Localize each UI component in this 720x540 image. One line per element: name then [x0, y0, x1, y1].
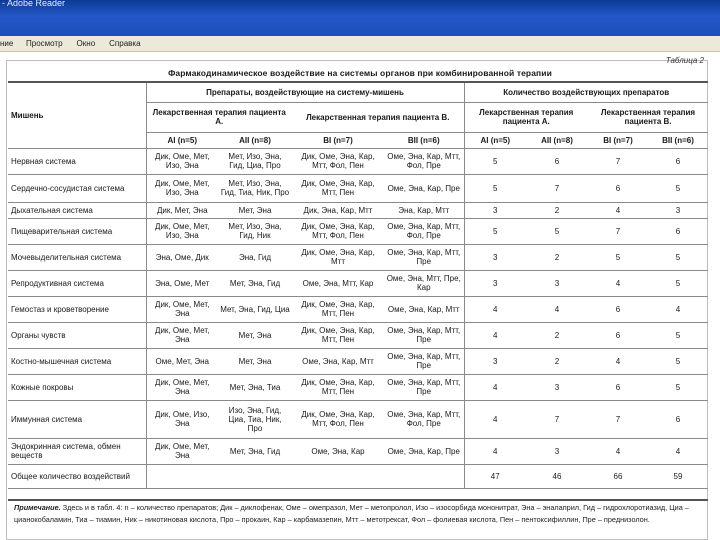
cell-count-bi: 6: [588, 296, 648, 322]
cell-drugs-bii: Оме, Эна, Кар, Мтт: [384, 296, 464, 322]
data-table: [8, 81, 708, 489]
table-total-row: [8, 464, 708, 488]
cell-drugs-ai: Дик, Оме, Мет, Эна: [146, 322, 218, 348]
cell-drugs-ai: Эна, Оме, Дик: [146, 244, 218, 270]
cell-count-bi: 5: [588, 244, 648, 270]
header-count-group: Количество воздействующих препаратов: [464, 82, 708, 102]
cell-count-bi: 6: [588, 322, 648, 348]
row-target: Органы чувств: [8, 322, 146, 348]
cell-count-ai: 3: [464, 244, 526, 270]
header-count-a: Лекарственная терапия пациента А.: [464, 102, 588, 132]
cell-drugs-bi: Дик, Оме, Эна, Кар, Мтт, Фол, Пен: [292, 218, 384, 244]
table-row: [8, 374, 708, 400]
cell-drugs-ai: Дик, Оме, Мет, Эна: [146, 438, 218, 464]
col-header: AII (n=8): [218, 132, 292, 148]
table-note: [14, 502, 704, 525]
header-therapy-b: Лекарственная терапия пациента В.: [292, 102, 464, 132]
cell-drugs-ai: Дик, Мет, Эна: [146, 202, 218, 218]
row-target: Мочевыделительная система: [8, 244, 146, 270]
cell-count-aii: 7: [526, 400, 588, 438]
cell-count-ai: 5: [464, 218, 526, 244]
cell-drugs-aii: Мет, Изо, Эна, Гид, Тиа, Ник, Про: [218, 174, 292, 202]
table-row: [8, 438, 708, 464]
table-row: [8, 174, 708, 202]
cell-drugs-bii: Оме, Эна, Кар, Мтт, Пре: [384, 374, 464, 400]
cell-count-bi: 7: [588, 218, 648, 244]
cell-count-aii: 2: [526, 322, 588, 348]
cell-count-bi: 7: [588, 148, 648, 174]
total-count: 66: [588, 464, 648, 488]
note-divider: [8, 499, 708, 501]
row-target: Дыхательная система: [8, 202, 146, 218]
cell-count-ai: 3: [464, 202, 526, 218]
total-count: 47: [464, 464, 526, 488]
cell-drugs-ai: Дик, Оме, Мет, Изо, Эна: [146, 174, 218, 202]
cell-drugs-aii: Мет, Эна: [218, 202, 292, 218]
cell-count-bii: 5: [648, 174, 708, 202]
cell-count-aii: 6: [526, 148, 588, 174]
window-title: - Adobe Reader: [2, 0, 66, 8]
cell-drugs-bii: Оме, Эна, Кар, Пре: [384, 174, 464, 202]
cell-count-bi: 4: [588, 202, 648, 218]
row-target: Репродуктивная система: [8, 270, 146, 296]
cell-count-bi: 6: [588, 174, 648, 202]
cell-count-aii: 2: [526, 348, 588, 374]
cell-drugs-bi: Оме, Эна, Кар, Мтт: [292, 348, 384, 374]
cell-count-bii: 5: [648, 244, 708, 270]
table-row: [8, 348, 708, 374]
cell-drugs-aii: Мет, Эна, Тиа: [218, 374, 292, 400]
cell-drugs-ai: Дик, Оме, Мет, Изо, Эна: [146, 218, 218, 244]
cell-drugs-bii: Оме, Эна, Кар, Мтт, Пре: [384, 244, 464, 270]
cell-count-bi: 4: [588, 270, 648, 296]
cell-drugs-aii: Мет, Эна, Гид, Циа: [218, 296, 292, 322]
table-row: [8, 244, 708, 270]
cell-drugs-bii: Оме, Эна, Кар, Мтт, Фол, Пре: [384, 148, 464, 174]
cell-count-ai: 4: [464, 374, 526, 400]
note-text: Здесь и в табл. 4: n – количество препаратов; Дик – диклофенак, Оме – омепразол, Мет – метопролол, Изо – изосорбида мононитрат, Эна – эналаприл, Гид – гидрохлоротиазид, Циа – цианокобаламин, Тиа – тиамин, Ник – никотиновая кислота, Про – прокаин, Кар – карбамазепин, Мтт – метотрексат, Фол – фолиевая кислота, Пен – пентоксифиллин, Пре – преднизолон.: [14, 503, 689, 524]
menu-item-view[interactable]: Просмотр: [26, 39, 63, 48]
table-row: [8, 322, 708, 348]
header-target: Мишень: [8, 82, 146, 148]
cell-drugs-aii: Мет, Эна, Гид: [218, 270, 292, 296]
cell-drugs-bii: Оме, Эна, Кар, Мтт, Пре: [384, 322, 464, 348]
cell-drugs-ai: Эна, Оме, Мет: [146, 270, 218, 296]
table-number: Таблица 2: [665, 56, 704, 65]
cell-count-bi: 4: [588, 438, 648, 464]
cell-count-aii: 4: [526, 296, 588, 322]
cell-drugs-bi: Дик, Оме, Эна, Кар, Мтт, Фол, Пен: [292, 400, 384, 438]
cell-drugs-aii: Мет, Изо, Эна, Гид, Циа, Про: [218, 148, 292, 174]
total-count: 46: [526, 464, 588, 488]
cell-drugs-bi: Дик, Оме, Эна, Кар, Мтт, Пен: [292, 374, 384, 400]
col-header: AI (n=5): [146, 132, 218, 148]
header-count-b: Лекарственная терапия пациента В.: [588, 102, 708, 132]
row-target: Иммунная система: [8, 400, 146, 438]
cell-count-aii: 2: [526, 202, 588, 218]
cell-count-aii: 3: [526, 270, 588, 296]
cell-count-bii: 6: [648, 218, 708, 244]
cell-count-aii: 5: [526, 218, 588, 244]
col-header: BII (n=6): [384, 132, 464, 148]
menu-item-window[interactable]: Окно: [76, 39, 96, 48]
cell-drugs-bi: Дик, Эна, Кар, Мтт: [292, 202, 384, 218]
cell-drugs-aii: Эна, Гид: [218, 244, 292, 270]
cell-drugs-bii: Оме, Эна, Кар, Мтт, Пре: [384, 348, 464, 374]
cell-drugs-ai: Дик, Оме, Мет, Изо, Эна: [146, 148, 218, 174]
cell-drugs-bii: Оме, Эна, Кар, Мтт, Фол, Пре: [384, 218, 464, 244]
table-row: [8, 148, 708, 174]
cell-drugs-bi: Дик, Оме, Эна, Кар, Мтт, Фол, Пен: [292, 148, 384, 174]
cell-count-ai: 4: [464, 438, 526, 464]
note-prefix: Примечание.: [14, 503, 61, 512]
row-target: Костно-мышечная система: [8, 348, 146, 374]
cell-drugs-bi: Дик, Оме, Эна, Кар, Мтт, Пен: [292, 296, 384, 322]
header-therapy-a: Лекарственная терапия пациента А.: [146, 102, 292, 132]
cell-drugs-aii: Изо, Эна, Гид, Циа, Тиа, Ник, Про: [218, 400, 292, 438]
menu-item-document[interactable]: ние: [0, 39, 14, 48]
total-label: Общее количество воздействий: [8, 464, 146, 488]
cell-drugs-bii: Оме, Эна, Кар, Мтт, Фол, Пре: [384, 400, 464, 438]
cell-drugs-ai: Дик, Оме, Изо, Эна: [146, 400, 218, 438]
table-row: [8, 270, 708, 296]
col-header: BI (n=7): [588, 132, 648, 148]
table-row: [8, 202, 708, 218]
cell-drugs-bi: Дик, Оме, Эна, Кар, Мтт, Пен: [292, 174, 384, 202]
col-header: BII (n=6): [648, 132, 708, 148]
cell-count-ai: 4: [464, 400, 526, 438]
cell-count-ai: 4: [464, 296, 526, 322]
total-count: 59: [648, 464, 708, 488]
cell-count-bi: 4: [588, 348, 648, 374]
cell-drugs-bi: Оме, Эна, Кар: [292, 438, 384, 464]
table-row: [8, 400, 708, 438]
cell-count-aii: 3: [526, 374, 588, 400]
cell-count-bii: 5: [648, 270, 708, 296]
cell-drugs-aii: Мет, Изо, Эна, Гид, Ник: [218, 218, 292, 244]
cell-count-ai: 3: [464, 270, 526, 296]
table-row: [8, 218, 708, 244]
cell-count-bi: 7: [588, 400, 648, 438]
col-header: AI (n=5): [464, 132, 526, 148]
cell-count-bii: 4: [648, 296, 708, 322]
cell-count-aii: 7: [526, 174, 588, 202]
header-drugs-group: Препараты, воздействующие на систему-мишень: [146, 82, 464, 102]
cell-count-bii: 5: [648, 374, 708, 400]
cell-count-ai: 5: [464, 148, 526, 174]
cell-drugs-bii: Эна, Кар, Мтт: [384, 202, 464, 218]
menu-bar: [0, 36, 720, 52]
cell-drugs-bi: Дик, Оме, Эна, Кар, Мтт, Пен: [292, 322, 384, 348]
cell-drugs-ai: Дик, Оме, Мет, Эна: [146, 296, 218, 322]
row-target: Пищеварительная система: [8, 218, 146, 244]
cell-count-bii: 6: [648, 400, 708, 438]
cell-drugs-bi: Оме, Эна, Мтт, Кар: [292, 270, 384, 296]
cell-count-ai: 4: [464, 322, 526, 348]
row-target: Гемостаз и кроветворение: [8, 296, 146, 322]
table-row: [8, 296, 708, 322]
row-target: Нервная система: [8, 148, 146, 174]
cell-drugs-aii: Мет, Эна: [218, 348, 292, 374]
cell-count-ai: 5: [464, 174, 526, 202]
total-blank: [146, 464, 464, 488]
cell-drugs-ai: Дик, Оме, Мет, Эна: [146, 374, 218, 400]
cell-count-aii: 2: [526, 244, 588, 270]
cell-count-bii: 3: [648, 202, 708, 218]
col-header: AII (n=8): [526, 132, 588, 148]
row-target: Эндокринная система, обмен веществ: [8, 438, 146, 464]
cell-count-bii: 4: [648, 438, 708, 464]
cell-drugs-bi: Дик, Оме, Эна, Кар, Мтт: [292, 244, 384, 270]
row-target: Кожные покровы: [8, 374, 146, 400]
cell-drugs-ai: Оме, Мет, Эна: [146, 348, 218, 374]
cell-drugs-aii: Мет, Эна: [218, 322, 292, 348]
cell-drugs-bii: Оме, Эна, Кар, Пре: [384, 438, 464, 464]
menu-item-help[interactable]: Справка: [109, 39, 141, 48]
cell-count-bi: 6: [588, 374, 648, 400]
cell-count-aii: 3: [526, 438, 588, 464]
row-target: Сердечно-сосудистая система: [8, 174, 146, 202]
window-titlebar: [0, 0, 720, 36]
table-caption: Фармакодинамическое воздействие на системы органов при комбинированной терапии: [168, 68, 552, 78]
cell-count-bii: 5: [648, 348, 708, 374]
cell-drugs-bii: Оме, Эна, Мтт, Пре, Кар: [384, 270, 464, 296]
cell-count-bii: 5: [648, 322, 708, 348]
col-header: BI (n=7): [292, 132, 384, 148]
cell-count-ai: 3: [464, 348, 526, 374]
cell-count-bii: 6: [648, 148, 708, 174]
cell-drugs-aii: Мет, Эна, Гид: [218, 438, 292, 464]
table-body: [8, 148, 708, 488]
